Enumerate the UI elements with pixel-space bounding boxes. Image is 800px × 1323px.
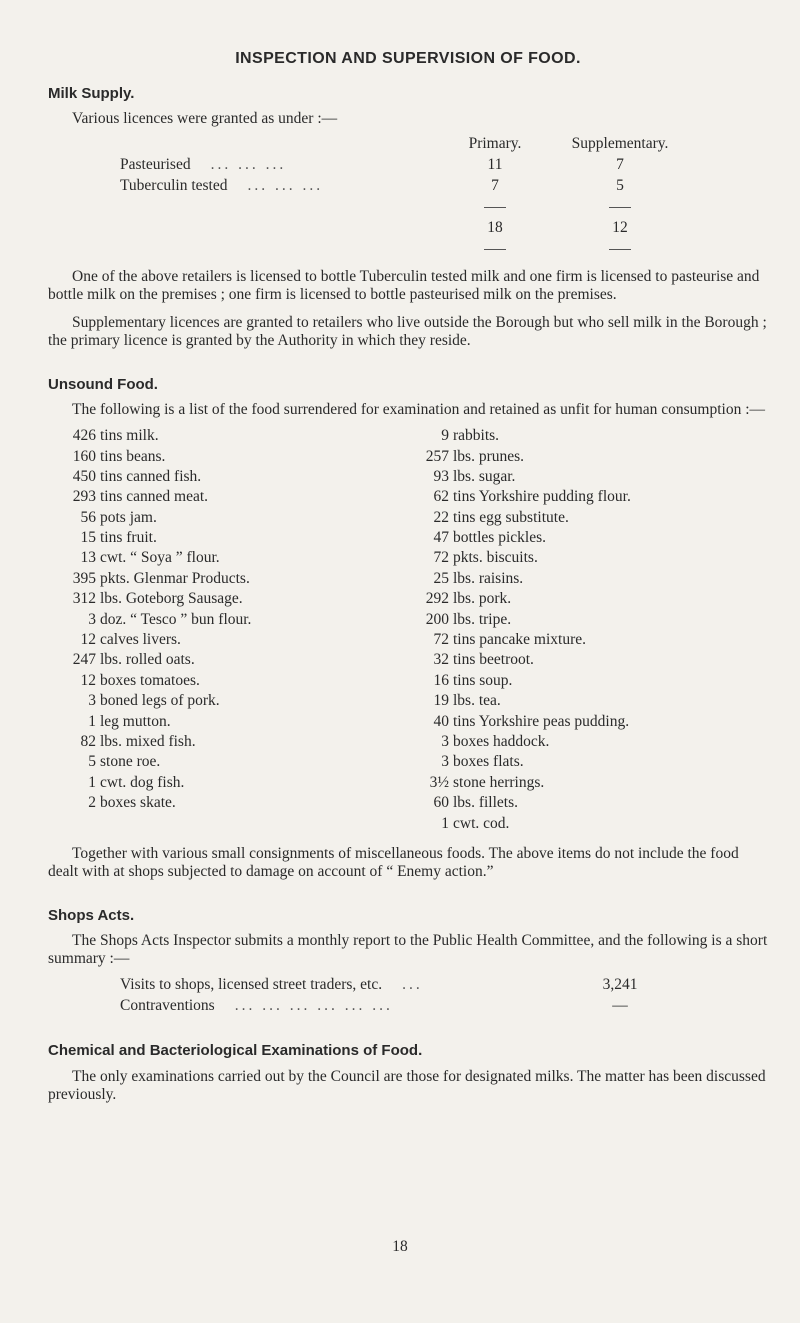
licence-row-label: Pasteurised (120, 156, 191, 174)
food-item-description: leg mutton. (100, 712, 171, 730)
food-item (62, 774, 415, 794)
col-primary-header: Primary. (468, 135, 522, 153)
shops-row-value: 3,241 (602, 975, 638, 993)
food-item (415, 488, 768, 508)
food-item-quantity: 15 (80, 529, 96, 547)
food-item-description: lbs. fillets. (453, 794, 519, 812)
food-item-description: tins fruit. (100, 529, 157, 547)
food-item (62, 509, 415, 529)
food-item-description: boxes skate. (100, 794, 176, 812)
rule-line (484, 207, 506, 208)
unsound-food-section (48, 376, 768, 881)
food-item-description: boxes haddock. (453, 733, 550, 750)
food-item-quantity: 3 (88, 692, 96, 710)
total-primary: 18 (487, 219, 503, 237)
food-item (415, 590, 768, 610)
food-item-description: pkts. Glenmar Products. (100, 569, 250, 587)
food-item (415, 611, 768, 631)
food-item-quantity: 200 (425, 610, 449, 628)
food-item-quantity: 72 (433, 631, 449, 649)
food-item (62, 611, 415, 631)
licence-table (120, 134, 740, 260)
food-item-quantity: 82 (80, 733, 96, 750)
food-item (62, 753, 415, 773)
food-item-quantity: 3 (441, 733, 449, 750)
rule-line (609, 249, 631, 250)
food-item (62, 448, 415, 468)
shops-summary-row: Contraventions ... ... ... ... ... ... — (120, 995, 680, 1016)
food-list (62, 427, 768, 835)
food-item (62, 549, 415, 569)
licence-row-primary: 7 (491, 177, 499, 195)
food-item-quantity: 292 (425, 590, 449, 608)
rule-line (484, 249, 506, 250)
food-item-description: lbs. Goteborg Sausage. (100, 590, 243, 608)
food-item-quantity: 293 (72, 488, 96, 506)
food-item-quantity: 16 (433, 671, 449, 689)
food-item (415, 468, 768, 488)
food-item-quantity: 32 (433, 651, 449, 669)
food-item-description: calves livers. (100, 631, 181, 649)
food-item-description: pots jam. (100, 508, 157, 526)
food-item (415, 509, 768, 529)
food-item-description: lbs. raisins. (453, 569, 524, 587)
food-item-description: lbs. prunes. (453, 447, 525, 465)
food-item (62, 488, 415, 508)
licence-rule-row (120, 197, 740, 218)
unsound-food-heading: Unsound Food. (48, 375, 158, 393)
food-item (62, 570, 415, 590)
food-item-quantity: 12 (80, 631, 96, 649)
food-item-description: tins beans. (100, 447, 166, 465)
licence-rule-row (120, 239, 740, 260)
food-item-quantity: 93 (433, 467, 449, 485)
licence-row: Pasteurised ... ... ... 11 7 (120, 155, 740, 176)
food-item-description: tins Yorkshire pudding flour. (453, 488, 631, 506)
food-item (415, 448, 768, 468)
food-item-description: lbs. tripe. (453, 610, 512, 628)
food-item-description: boxes flats. (453, 753, 524, 771)
food-item (62, 733, 415, 753)
food-item-quantity: 247 (72, 651, 96, 669)
food-item-description: lbs. sugar. (453, 467, 516, 485)
document-page (48, 50, 768, 1130)
shops-summary-row: Visits to shops, licensed street traders, etc. ... 3,241 (120, 974, 680, 995)
food-item-description: tins canned fish. (100, 467, 202, 485)
food-item-quantity: 395 (72, 569, 96, 587)
shops-summary-table (120, 974, 680, 1016)
food-item-description: boxes tomatoes. (100, 671, 200, 689)
food-item-description: tins soup. (453, 671, 513, 689)
milk-paragraph-2: Supplementary licences are granted to retailers who live outside the Borough but who sell milk in the Borough ; the primary licence is granted by the Authority in which they reside. (48, 313, 767, 349)
chemical-section (48, 1042, 768, 1103)
food-item-quantity: 62 (433, 488, 449, 506)
food-item-description: cwt. “ Soya ” flour. (100, 549, 220, 567)
shops-acts-section (48, 907, 768, 1016)
food-item-description: stone herrings. (453, 773, 545, 791)
food-item (415, 570, 768, 590)
food-item (62, 672, 415, 692)
licence-header-row (120, 134, 740, 155)
food-item-description: tins pancake mixture. (453, 631, 586, 649)
shops-acts-heading: Shops Acts. (48, 906, 135, 924)
food-item (415, 733, 768, 753)
food-item-description: lbs. tea. (453, 692, 501, 710)
food-item (415, 774, 768, 794)
food-item-description: lbs. mixed fish. (100, 733, 196, 750)
food-item-quantity: 19 (433, 692, 449, 710)
food-item-description: boned legs of pork. (100, 692, 220, 710)
food-item-quantity: 1 (88, 712, 96, 730)
food-item (415, 672, 768, 692)
food-item-description: pkts. biscuits. (453, 549, 538, 567)
food-item (415, 631, 768, 651)
food-item-quantity: 40 (433, 712, 449, 730)
food-item-description: lbs. rolled oats. (100, 651, 195, 669)
food-item-description: tins egg substitute. (453, 508, 569, 526)
food-item-quantity: 72 (433, 549, 449, 567)
food-item-quantity: 47 (433, 529, 449, 547)
licence-row-supplementary: 5 (616, 177, 624, 195)
food-item (62, 794, 415, 814)
page-number: 18 (392, 1238, 408, 1255)
licence-row-primary: 11 (487, 156, 503, 174)
milk-paragraph-1: One of the above retailers is licensed to bottle Tuberculin tested milk and one firm is licensed to pasteurise and bottle milk on the premises ; one firm is licensed to bottle pasteurised milk on the premises. (48, 267, 760, 303)
food-item-quantity: 5 (88, 753, 96, 771)
food-list-left (62, 427, 415, 835)
food-item-description: tins milk. (100, 427, 159, 445)
food-item-quantity: 13 (80, 549, 96, 567)
chemical-heading: Chemical and Bacteriological Examinations of Food. (48, 1042, 423, 1060)
food-item-quantity: 22 (433, 508, 449, 526)
food-item-description: rabbits. (453, 427, 500, 445)
food-item (62, 468, 415, 488)
chemical-paragraph: The only examinations carried out by the Council are those for designated milks. The matter has been discussed previously. (48, 1067, 766, 1103)
food-item-quantity: 3 (441, 753, 449, 771)
shops-row-label: Visits to shops, licensed street traders, etc. (120, 975, 383, 993)
food-item-description: cwt. dog fish. (100, 773, 185, 791)
milk-supply-heading: Milk Supply. (48, 84, 135, 102)
food-item (415, 549, 768, 569)
page-title: INSPECTION AND SUPERVISION OF FOOD. (235, 50, 581, 67)
food-item-quantity: 25 (433, 569, 449, 587)
licence-row: Tuberculin tested ... ... ... 7 5 (120, 176, 740, 197)
food-list-right (415, 427, 768, 835)
food-item-description: lbs. pork. (453, 590, 512, 608)
food-item-description: tins canned meat. (100, 488, 209, 506)
food-item (415, 753, 768, 773)
food-item (62, 631, 415, 651)
licence-total-row (120, 218, 740, 239)
food-item-quantity: 3½ (429, 773, 449, 791)
food-item (415, 692, 768, 712)
food-item-quantity: 450 (72, 467, 96, 485)
food-item-quantity: 257 (425, 447, 449, 465)
milk-intro: Various licences were granted as under :— (72, 109, 338, 127)
licence-row-label: Tuberculin tested (120, 177, 228, 195)
food-item-description: stone roe. (100, 753, 161, 771)
food-item-quantity: 2 (88, 794, 96, 812)
food-item-description: tins beetroot. (453, 651, 534, 669)
food-item-quantity: 312 (72, 590, 96, 608)
food-item-quantity: 60 (433, 794, 449, 812)
shops-row-value: — (612, 996, 628, 1014)
col-supplementary-header: Supplementary. (571, 135, 669, 153)
food-item-quantity: 1 (441, 814, 449, 832)
food-item (415, 651, 768, 671)
food-item-quantity: 1 (88, 773, 96, 791)
shops-intro: The Shops Acts Inspector submits a monthly report to the Public Health Committee, and the following is a short summary :— (48, 932, 768, 968)
unsound-closing: Together with various small consignments of miscellaneous foods. The above items do not include the food dealt with at shops subjected to damage on account of “ Enemy action.” (48, 844, 739, 880)
food-item-description: cwt. cod. (453, 814, 510, 832)
food-item (62, 713, 415, 733)
food-item-description: bottles pickles. (453, 529, 546, 547)
unsound-intro: The following is a list of the food surrendered for examination and retained as unfit for human consumption :— (72, 401, 766, 419)
food-item (415, 794, 768, 814)
food-item-quantity: 56 (80, 508, 96, 526)
food-item-description: tins Yorkshire peas pudding. (453, 712, 630, 730)
food-item (62, 651, 415, 671)
food-item (415, 427, 768, 447)
food-item-description: doz. “ Tesco ” bun flour. (100, 610, 252, 628)
milk-supply-section (48, 85, 768, 350)
food-item (415, 529, 768, 549)
total-supplementary: 12 (612, 219, 628, 237)
shops-row-label: Contraventions (120, 996, 215, 1014)
food-item (62, 590, 415, 610)
food-item-quantity: 426 (72, 427, 96, 445)
food-item (415, 815, 768, 835)
licence-row-supplementary: 7 (616, 156, 624, 174)
food-item (62, 529, 415, 549)
food-item (62, 692, 415, 712)
rule-line (609, 207, 631, 208)
food-item-quantity: 12 (80, 671, 96, 689)
food-item-quantity: 9 (441, 427, 449, 445)
food-item (415, 713, 768, 733)
food-item-quantity: 3 (88, 610, 96, 628)
food-item (62, 427, 415, 447)
food-item-quantity: 160 (72, 447, 96, 465)
